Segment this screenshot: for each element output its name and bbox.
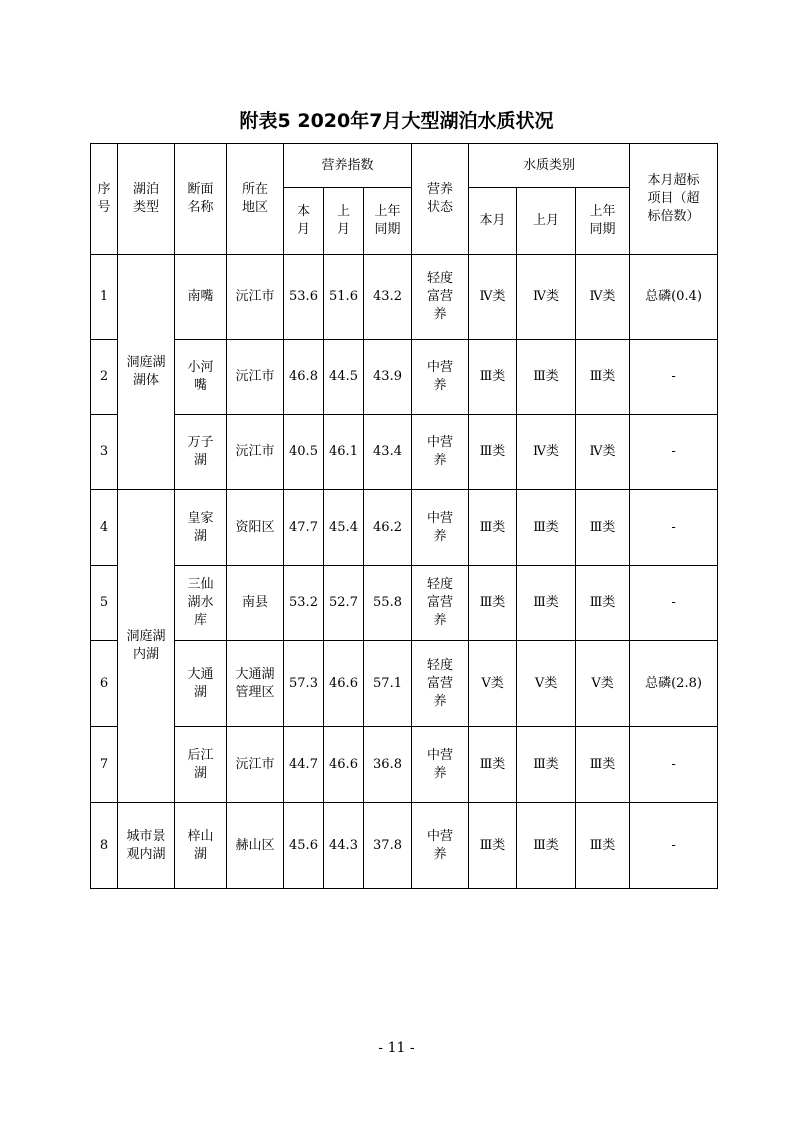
cell-idx-this: 53.2 bbox=[284, 566, 324, 641]
table-row bbox=[91, 340, 718, 415]
cell-section: 南嘴 bbox=[175, 255, 227, 340]
cell-idx-this: 44.7 bbox=[284, 727, 324, 803]
water-quality-table bbox=[90, 143, 718, 889]
cell-exceed: - bbox=[630, 490, 718, 566]
cell-region: 资阳区 bbox=[227, 490, 284, 566]
cell-wq-last: Ⅲ类 bbox=[517, 566, 576, 641]
header-wq-last-month: 上月 bbox=[517, 188, 576, 255]
page-number: - 11 - bbox=[378, 1040, 415, 1056]
table-row bbox=[91, 490, 718, 566]
cell-wq-year: Ⅳ类 bbox=[576, 255, 630, 340]
cell-idx-year: 43.4 bbox=[364, 415, 412, 490]
cell-wq-last: Ⅲ类 bbox=[517, 490, 576, 566]
cell-seq: 6 bbox=[91, 641, 118, 727]
cell-wq-year: Ⅲ类 bbox=[576, 803, 630, 889]
cell-lake-type: 洞庭湖 湖体 bbox=[118, 255, 175, 490]
cell-idx-year: 43.9 bbox=[364, 340, 412, 415]
header-idx-last-year: 上年 同期 bbox=[364, 188, 412, 255]
cell-idx-last: 44.3 bbox=[324, 803, 364, 889]
table-row bbox=[91, 566, 718, 641]
header-trophic-state: 营养 状态 bbox=[412, 144, 469, 255]
cell-region: 沅江市 bbox=[227, 255, 284, 340]
cell-region: 大通湖 管理区 bbox=[227, 641, 284, 727]
cell-seq: 3 bbox=[91, 415, 118, 490]
cell-idx-last: 46.1 bbox=[324, 415, 364, 490]
cell-wq-year: Ⅳ类 bbox=[576, 415, 630, 490]
cell-section: 小河 嘴 bbox=[175, 340, 227, 415]
cell-idx-this: 57.3 bbox=[284, 641, 324, 727]
cell-region: 沅江市 bbox=[227, 415, 284, 490]
cell-idx-year: 36.8 bbox=[364, 727, 412, 803]
cell-exceed: - bbox=[630, 566, 718, 641]
cell-idx-last: 45.4 bbox=[324, 490, 364, 566]
cell-trophic-state: 轻度 富营 养 bbox=[412, 255, 469, 340]
cell-wq-this: Ⅲ类 bbox=[469, 415, 517, 490]
cell-idx-last: 46.6 bbox=[324, 727, 364, 803]
cell-idx-last: 44.5 bbox=[324, 340, 364, 415]
table-row bbox=[91, 727, 718, 803]
cell-wq-this: Ⅴ类 bbox=[469, 641, 517, 727]
cell-region: 赫山区 bbox=[227, 803, 284, 889]
cell-wq-this: Ⅲ类 bbox=[469, 490, 517, 566]
cell-wq-year: Ⅲ类 bbox=[576, 340, 630, 415]
cell-idx-this: 45.6 bbox=[284, 803, 324, 889]
header-water-class: 水质类别 bbox=[469, 144, 630, 188]
header-lake-type: 湖泊 类型 bbox=[118, 144, 175, 255]
cell-idx-this: 53.6 bbox=[284, 255, 324, 340]
cell-section: 大通 湖 bbox=[175, 641, 227, 727]
cell-seq: 7 bbox=[91, 727, 118, 803]
cell-wq-year: Ⅲ类 bbox=[576, 727, 630, 803]
cell-idx-this: 47.7 bbox=[284, 490, 324, 566]
cell-wq-last: Ⅳ类 bbox=[517, 255, 576, 340]
cell-exceed: - bbox=[630, 727, 718, 803]
table-row bbox=[91, 415, 718, 490]
cell-trophic-state: 中营 养 bbox=[412, 415, 469, 490]
cell-trophic-state: 中营 养 bbox=[412, 340, 469, 415]
header-wq-this-month: 本月 bbox=[469, 188, 517, 255]
cell-lake-type: 城市景 观内湖 bbox=[118, 803, 175, 889]
cell-wq-this: Ⅲ类 bbox=[469, 566, 517, 641]
cell-wq-this: Ⅲ类 bbox=[469, 340, 517, 415]
table-title: 附表5 2020年7月大型湖泊水质状况 bbox=[239, 110, 554, 132]
cell-wq-last: Ⅳ类 bbox=[517, 415, 576, 490]
cell-seq: 5 bbox=[91, 566, 118, 641]
header-seq: 序 号 bbox=[91, 144, 118, 255]
cell-wq-last: Ⅲ类 bbox=[517, 340, 576, 415]
cell-exceed: 总磷(0.4) bbox=[630, 255, 718, 340]
cell-idx-year: 55.8 bbox=[364, 566, 412, 641]
cell-seq: 2 bbox=[91, 340, 118, 415]
cell-section: 后江 湖 bbox=[175, 727, 227, 803]
cell-exceed: - bbox=[630, 803, 718, 889]
cell-region: 南县 bbox=[227, 566, 284, 641]
cell-wq-year: Ⅲ类 bbox=[576, 490, 630, 566]
cell-seq: 1 bbox=[91, 255, 118, 340]
header-exceed: 本月超标 项目（超 标倍数） bbox=[630, 144, 718, 255]
header-region: 所在 地区 bbox=[227, 144, 284, 255]
cell-trophic-state: 中营 养 bbox=[412, 727, 469, 803]
table-row bbox=[91, 803, 718, 889]
cell-idx-year: 43.2 bbox=[364, 255, 412, 340]
cell-idx-year: 46.2 bbox=[364, 490, 412, 566]
cell-trophic-state: 中营 养 bbox=[412, 803, 469, 889]
cell-seq: 8 bbox=[91, 803, 118, 889]
cell-region: 沅江市 bbox=[227, 340, 284, 415]
cell-idx-last: 52.7 bbox=[324, 566, 364, 641]
cell-trophic-state: 中营 养 bbox=[412, 490, 469, 566]
table-row bbox=[91, 641, 718, 727]
cell-region: 沅江市 bbox=[227, 727, 284, 803]
cell-seq: 4 bbox=[91, 490, 118, 566]
header-trophic-index: 营养指数 bbox=[284, 144, 412, 188]
cell-section: 皇家 湖 bbox=[175, 490, 227, 566]
cell-idx-last: 46.6 bbox=[324, 641, 364, 727]
cell-wq-this: Ⅳ类 bbox=[469, 255, 517, 340]
cell-lake-type: 洞庭湖 内湖 bbox=[118, 490, 175, 803]
cell-wq-this: Ⅲ类 bbox=[469, 803, 517, 889]
cell-idx-last: 51.6 bbox=[324, 255, 364, 340]
cell-idx-this: 40.5 bbox=[284, 415, 324, 490]
cell-trophic-state: 轻度 富营 养 bbox=[412, 566, 469, 641]
cell-wq-last: Ⅴ类 bbox=[517, 641, 576, 727]
cell-idx-year: 57.1 bbox=[364, 641, 412, 727]
cell-section: 万子 湖 bbox=[175, 415, 227, 490]
cell-idx-this: 46.8 bbox=[284, 340, 324, 415]
header-section: 断面 名称 bbox=[175, 144, 227, 255]
cell-section: 梓山 湖 bbox=[175, 803, 227, 889]
cell-exceed: - bbox=[630, 340, 718, 415]
cell-exceed: 总磷(2.8) bbox=[630, 641, 718, 727]
cell-exceed: - bbox=[630, 415, 718, 490]
cell-section: 三仙 湖水 库 bbox=[175, 566, 227, 641]
cell-wq-this: Ⅲ类 bbox=[469, 727, 517, 803]
cell-wq-year: Ⅴ类 bbox=[576, 641, 630, 727]
cell-trophic-state: 轻度 富营 养 bbox=[412, 641, 469, 727]
cell-wq-last: Ⅲ类 bbox=[517, 727, 576, 803]
cell-wq-last: Ⅲ类 bbox=[517, 803, 576, 889]
cell-wq-year: Ⅲ类 bbox=[576, 566, 630, 641]
header-wq-last-year: 上年 同期 bbox=[576, 188, 630, 255]
header-idx-this-month: 本 月 bbox=[284, 188, 324, 255]
header-idx-last-month: 上 月 bbox=[324, 188, 364, 255]
cell-idx-year: 37.8 bbox=[364, 803, 412, 889]
table-row bbox=[91, 255, 718, 340]
